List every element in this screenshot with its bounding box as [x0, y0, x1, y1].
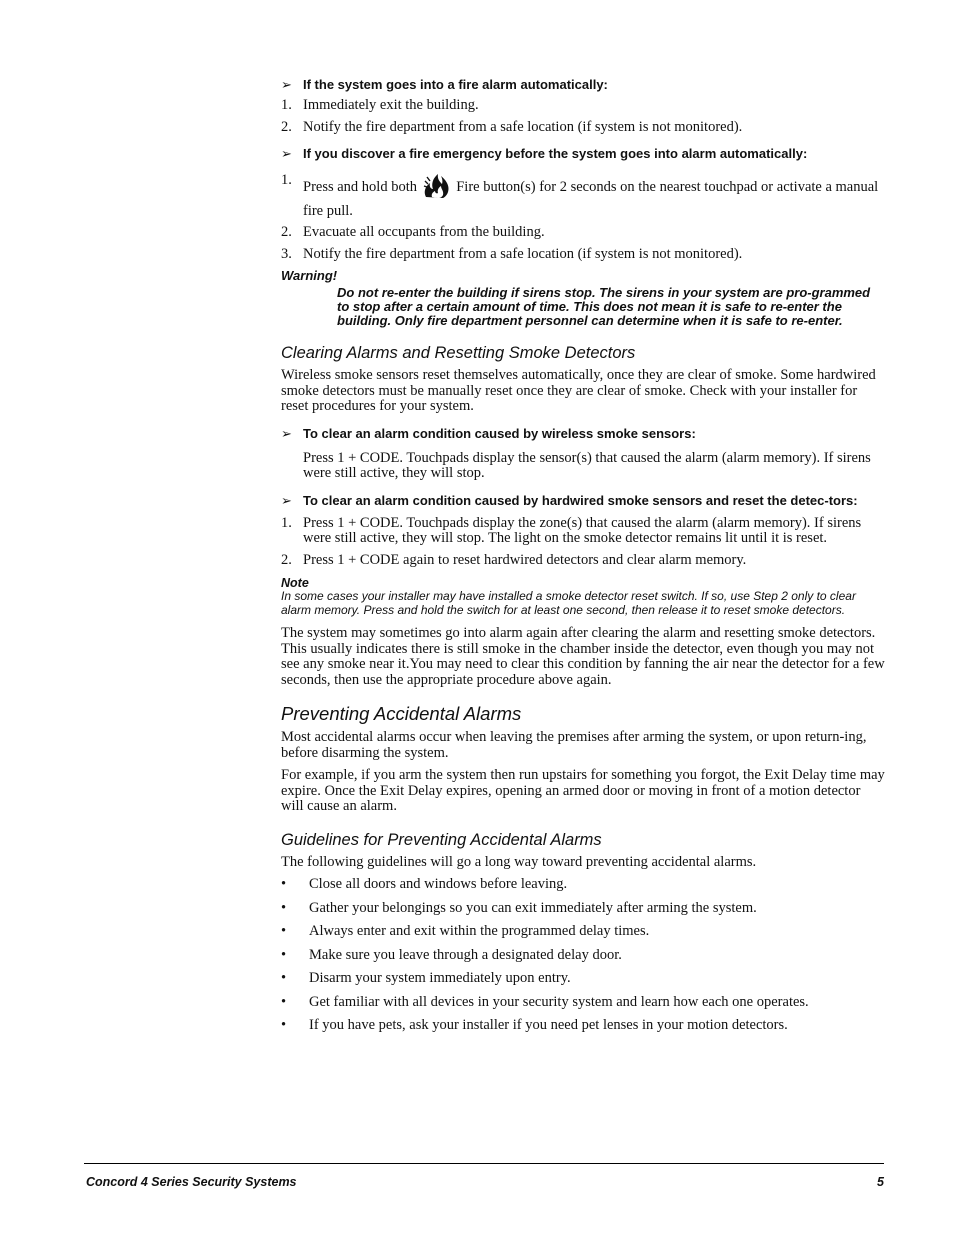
list-item: 2. Press 1 + CODE again to reset hardwired detectors and clear alarm memory.	[281, 551, 747, 568]
paragraph: Press 1 + CODE. Touchpads display the sensor(s) that caused the alarm (alarm memory). If sirens were still active, they will stop.	[303, 449, 871, 481]
procedure-heading-text: If you discover a fire emergency before the system goes into alarm automatically:	[303, 146, 808, 161]
procedure-heading-hardwired	[281, 494, 885, 508]
list-item: • Always enter and exit within the programmed delay times.	[281, 923, 650, 939]
paragraph: The following guidelines will go a long way toward preventing accidental alarms.	[281, 853, 757, 870]
note-text: In some cases your installer may have installed a smoke detector reset switch. If so, use Step 2 only to clear alarm memory. Press and hold the switch for at least one second, then release it to reset smoke detectors.	[281, 589, 856, 617]
list-item: • Gather your belongings so you can exit immediately after arming the system.	[281, 899, 757, 916]
list-item: • Close all doors and windows before leaving.	[281, 876, 568, 892]
arrow-icon: ➢	[281, 492, 292, 508]
section-title-clearing: Clearing Alarms and Resetting Smoke Detectors	[281, 344, 636, 362]
guidelines-list	[281, 877, 885, 1034]
arrow-icon: ➢	[281, 425, 292, 441]
paragraph: Most accidental alarms occur when leaving the premises after arming the system, or upon return-ing, before disarming the system.	[281, 729, 867, 761]
warning-label: Warning!	[281, 268, 338, 283]
list-item: 2. Evacuate all occupants from the building.	[281, 224, 545, 240]
section-title-guidelines: Guidelines for Preventing Accidental Alarms	[281, 830, 602, 849]
procedure-heading-text: To clear an alarm condition caused by wireless smoke sensors:	[303, 425, 696, 441]
list-item: 1. Press and hold both Fire button(s) for 2 seconds on the nearest touchpad or activate a manual fire pull.	[281, 172, 879, 219]
bullet-icon: •	[281, 946, 287, 963]
procedure-heading-wireless	[281, 427, 885, 441]
bullet-icon: •	[281, 899, 287, 916]
note-label: Note	[281, 576, 309, 590]
list-item: 3. Notify the fire department from a safe location (if system is not monitored).	[281, 245, 743, 262]
paragraph: The system may sometimes go into alarm again after clearing the alarm and resetting smoke detectors. This usually indicates there is still smoke in the chamber inside the detector, even though you may not see any smoke near it.You may need to clear this condition by fanning the air near the detector for a few seconds, then use the appropriate procedure above again.	[281, 625, 885, 688]
auto-fire-steps	[281, 98, 885, 135]
arrow-icon: ➢	[281, 146, 292, 161]
procedure-heading-discover-fire	[281, 147, 885, 161]
bullet-icon: •	[281, 970, 287, 986]
list-item: 1. Press 1 + CODE. Touchpads display the zone(s) that caused the alarm (alarm memory). If sirens were still active, they will stop. The light on the smoke detector remains lit until it is reset.	[281, 514, 862, 546]
list-item: • Make sure you leave through a designated delay door.	[281, 946, 622, 963]
procedure-heading-text: If the system goes into a fire alarm automatically:	[303, 77, 608, 92]
bullet-icon: •	[281, 876, 287, 892]
paragraph: For example, if you arm the system then run upstairs for something you forgot, the Exit Delay time may expire. Once the Exit Delay expires, opening an armed door or moving in front of a motion detector will cause an alarm.	[281, 767, 885, 814]
discover-fire-steps	[281, 173, 885, 262]
bullet-icon: •	[281, 993, 287, 1010]
paragraph: Wireless smoke sensors reset themselves automatically, once they are clear of smoke. Some hardwired smoke detectors must be manually reset once they are clear of smoke. Check with your installer for reset procedures for your system.	[281, 367, 876, 414]
list-item: 1. Immediately exit the building.	[281, 97, 479, 113]
footer-title: Concord 4 Series Security Systems	[86, 1175, 297, 1189]
page-number: 5	[877, 1175, 884, 1189]
list-item: • Disarm your system immediately upon entry.	[281, 970, 571, 986]
page-content	[281, 78, 885, 1042]
procedure-heading-auto-fire	[281, 78, 885, 92]
bullet-icon: •	[281, 923, 287, 939]
warning-text: Do not re-enter the building if sirens stop. The sirens in your system are pro-grammed to stop after a certain amount of time. This does not mean it is safe to re-enter the building. Only fire department personnel can determine when it is safe to re-enter.	[337, 285, 871, 328]
footer-divider	[84, 1163, 884, 1164]
list-item: 2. Notify the fire department from a safe location (if system is not monitored).	[281, 118, 743, 135]
arrow-icon: ➢	[281, 77, 292, 92]
bullet-icon: •	[281, 1017, 287, 1033]
fire-icon	[423, 173, 451, 204]
procedure-heading-text: To clear an alarm condition caused by hardwired smoke sensors and reset the detec-tors:	[303, 492, 858, 508]
list-item: • Get familiar with all devices in your security system and learn how each one operates.	[281, 993, 809, 1010]
hardwired-steps	[281, 516, 885, 569]
section-title-preventing: Preventing Accidental Alarms	[281, 703, 522, 724]
list-item: • If you have pets, ask your installer if you need pet lenses in your motion detectors.	[281, 1017, 788, 1033]
